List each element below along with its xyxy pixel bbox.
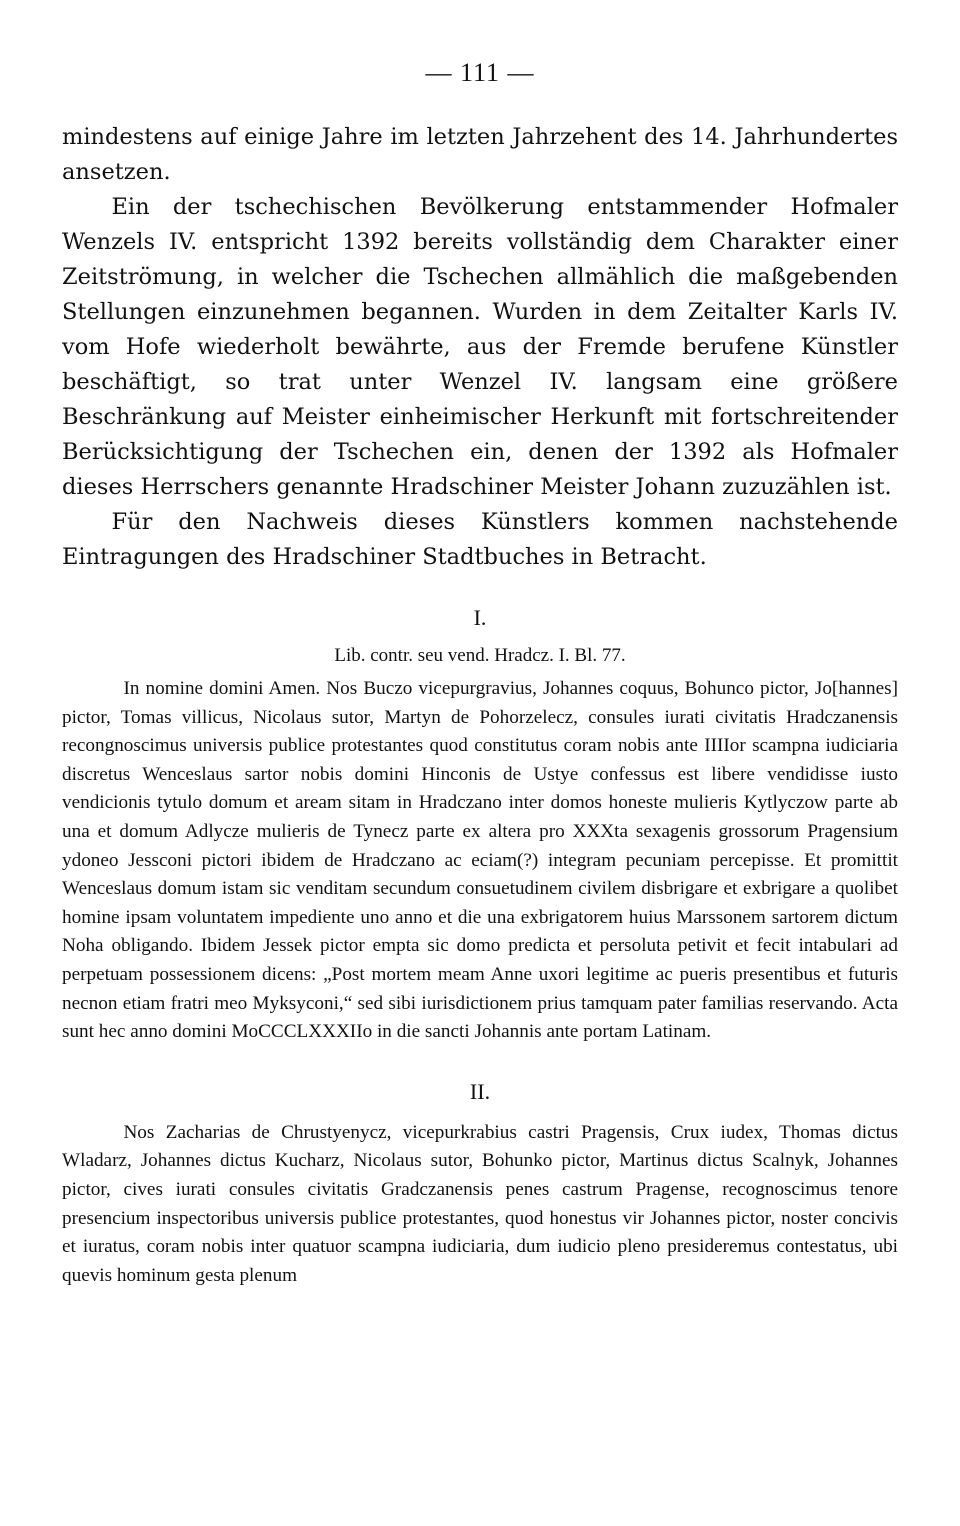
section-one-heading: I. bbox=[473, 605, 487, 630]
section-two-heading: II. bbox=[469, 1078, 491, 1104]
section-two bbox=[62, 1077, 898, 1291]
german-text-block bbox=[62, 120, 898, 575]
german-paragraph-1: mindestens auf einige Jahre im letzten Jahrzehent des 14. Jahrhundertes ansetzen. bbox=[62, 124, 898, 185]
section-one-text: In nomine domini Amen. Nos Buczo vicepurgravius, Johannes coquus, Bohunco pictor, Jo[hannes] pictor, Tomas villicus, Nicolaus sutor, Martyn de Pohorzelecz, consules iurati civitatis Hradczanensis recongnoscimus universis publice protestantes quod constitutus coram nobis ante IIIIor scampna iudiciaria discretus Wenceslaus sartor nobis domini Hinconis de Ustye confessus est libere vendidisse iusto vendicionis tytulo domum et aream sitam in Hradczano inter domos honeste mulieris Kytlyczow parte ab una et domum Adlycze mulieris de Tynecz parte ex altera pro XXXta sexagenis grossorum Pragensium ydoneo Jessconi pictori ibidem de Hradczano ac eciam(?) integram pecuniam percepisse. Et promittit Wenceslaus domum istam sic venditam secundum consuetudinem civilem disbrigare et exbrigare a quolibet homine ipsam voluntatem impediente uno anno et die una exbrigatorem huius Marssonem sartorem dictum Noha obligando. Ibidem Jessek pictor empta sic domo predicta et persoluta petivit et fecit intabulari ad perpetuam possessionem dicens: „Post mortem meam Anne uxori legitime ac pueris presentibus et futuris necnon etiam fratri meo Myksyconi,“ sed sibi iurisdictionem prius tamquam pater familias reservando. Acta sunt hec anno domini MoCCCLXXXIIo in die sancti Johannis ante portam Latinam. bbox=[62, 678, 898, 1043]
page-number: — 111 — bbox=[425, 58, 535, 87]
section-one bbox=[62, 603, 898, 1047]
german-paragraph-2: Ein der tschechischen Bevölkerung entstammender Hofmaler Wenzels IV. entspricht 1392 bereits vollständig dem Charakter einer Zeitströmung, in welcher die Tschechen allmählich die maßgebenden Stellungen einzunehmen begannen. Wurden in dem Zeitalter Karls IV. vom Hofe wiederholt bewährte, aus der Fremde berufene Künstler beschäftigt, so trat unter Wenzel IV. langsam eine größere Beschränkung auf Meister einheimischer Herkunft mit fortschreitender Berücksichtigung der Tschechen ein, denen der 1392 als Hofmaler dieses Herrschers genannte Hradschiner Meister Johann zuzuzählen ist. bbox=[62, 194, 898, 500]
document-page bbox=[62, 50, 898, 1290]
german-paragraph-3: Für den Nachweis dieses Künstlers kommen nachstehende Eintragungen des Hradschiner Stadtbuches in Betracht. bbox=[62, 509, 898, 570]
section-one-citation: Lib. contr. seu vend. Hradcz. I. Bl. 77. bbox=[334, 645, 626, 666]
section-two-text: Nos Zacharias de Chrustyenycz, vicepurkrabius castri Pragensis, Crux iudex, Thomas dictus Wladarz, Johannes dictus Kucharz, Nicolaus sutor, Bohunko pictor, Martinus dictus Scalnyk, Johannes pictor, cives iurati consules civitatis Gradczanensis penes castrum Pragense, recognoscimus tenore presencium inspectoribus universis publice protestantes, quod honestus vir Johannes pictor, noster concivis et iuratus, coram nobis inter quatuor scampna iudiciaria, dum iudicio pleno presideremus contestatus, ubi quevis hominum gesta plenum bbox=[62, 1121, 898, 1286]
